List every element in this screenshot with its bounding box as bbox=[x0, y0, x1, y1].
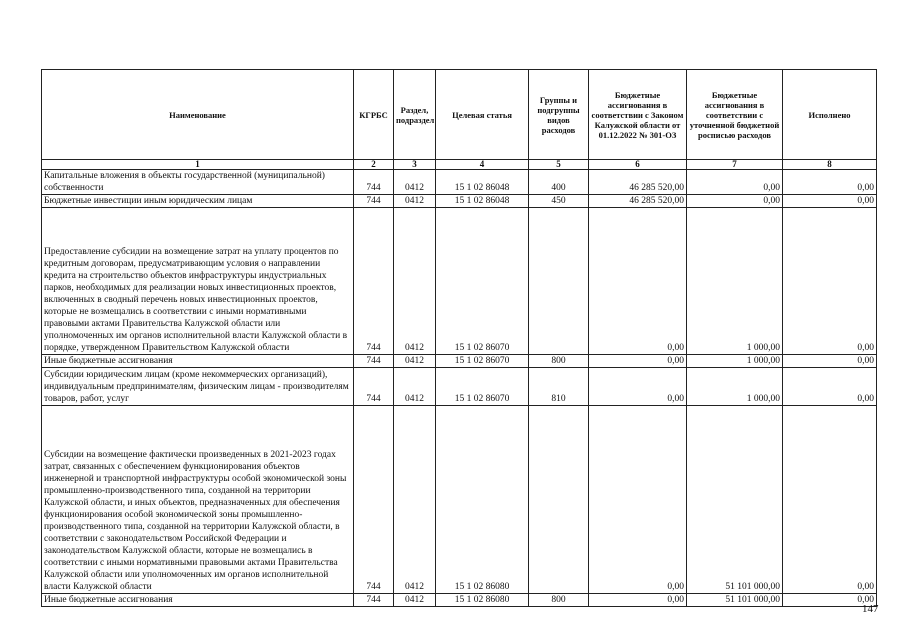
row-name: Субсидии юридическим лицам (кроме некоммерческих организаций), индивидуальным предпринимателям, физическим лицам - производителям товаров, работ, услуг bbox=[42, 368, 354, 406]
table-row bbox=[42, 195, 877, 208]
row-kgrbs: 744 bbox=[354, 368, 394, 406]
column-number: 7 bbox=[687, 160, 783, 170]
table-row bbox=[42, 208, 877, 355]
header-target: Целевая статья bbox=[436, 70, 529, 160]
header-row bbox=[42, 70, 877, 160]
row-law-amount: 46 285 520,00 bbox=[589, 195, 687, 208]
header-kgrbs: КГРБС bbox=[354, 70, 394, 160]
row-executed-amount: 0,00 bbox=[783, 195, 877, 208]
column-number: 1 bbox=[42, 160, 354, 170]
row-law-amount: 0,00 bbox=[589, 594, 687, 607]
row-executed-amount: 0,00 bbox=[783, 406, 877, 594]
column-number: 2 bbox=[354, 160, 394, 170]
row-section: 0412 bbox=[394, 406, 436, 594]
row-name: Иные бюджетные ассигнования bbox=[42, 594, 354, 607]
row-target: 15 1 02 86080 bbox=[436, 406, 529, 594]
row-executed-amount: 0,00 bbox=[783, 170, 877, 195]
row-law-amount: 0,00 bbox=[589, 406, 687, 594]
page-number: 147 bbox=[862, 603, 879, 615]
row-executed-amount: 0,00 bbox=[783, 208, 877, 355]
table-row bbox=[42, 406, 877, 594]
table-row bbox=[42, 170, 877, 195]
row-section: 0412 bbox=[394, 208, 436, 355]
row-group: 400 bbox=[529, 170, 589, 195]
row-refined-amount: 1 000,00 bbox=[687, 355, 783, 368]
row-name: Иные бюджетные ассигнования bbox=[42, 355, 354, 368]
row-refined-amount: 51 101 000,00 bbox=[687, 594, 783, 607]
row-target: 15 1 02 86080 bbox=[436, 594, 529, 607]
row-section: 0412 bbox=[394, 195, 436, 208]
header-name: Наименование bbox=[42, 70, 354, 160]
row-target: 15 1 02 86070 bbox=[436, 208, 529, 355]
header-law: Бюджетные ассигнования в соответствии с Законом Калужской области от 01.12.2022 № 301-ОЗ bbox=[589, 70, 687, 160]
row-executed-amount: 0,00 bbox=[783, 594, 877, 607]
row-target: 15 1 02 86048 bbox=[436, 170, 529, 195]
row-group bbox=[529, 406, 589, 594]
table-row bbox=[42, 594, 877, 607]
row-refined-amount: 1 000,00 bbox=[687, 368, 783, 406]
header-refined: Бюджетные ассигнования в соответствии с уточненной бюджетной росписью расходов bbox=[687, 70, 783, 160]
row-kgrbs: 744 bbox=[354, 195, 394, 208]
row-section: 0412 bbox=[394, 170, 436, 195]
row-executed-amount: 0,00 bbox=[783, 368, 877, 406]
row-section: 0412 bbox=[394, 355, 436, 368]
row-refined-amount: 0,00 bbox=[687, 170, 783, 195]
row-kgrbs: 744 bbox=[354, 170, 394, 195]
row-law-amount: 46 285 520,00 bbox=[589, 170, 687, 195]
row-refined-amount: 0,00 bbox=[687, 195, 783, 208]
row-refined-amount: 51 101 000,00 bbox=[687, 406, 783, 594]
header-executed: Исполнено bbox=[783, 70, 877, 160]
row-executed-amount: 0,00 bbox=[783, 355, 877, 368]
column-number-row bbox=[42, 160, 877, 170]
budget-table bbox=[41, 69, 877, 607]
row-name: Капитальные вложения в объекты государственной (муниципальной) собственности bbox=[42, 170, 354, 195]
column-number: 6 bbox=[589, 160, 687, 170]
row-group: 800 bbox=[529, 594, 589, 607]
table-row bbox=[42, 368, 877, 406]
row-law-amount: 0,00 bbox=[589, 368, 687, 406]
table-row bbox=[42, 355, 877, 368]
row-name: Бюджетные инвестиции иным юридическим лицам bbox=[42, 195, 354, 208]
column-number: 3 bbox=[394, 160, 436, 170]
column-number: 4 bbox=[436, 160, 529, 170]
row-group: 450 bbox=[529, 195, 589, 208]
row-target: 15 1 02 86048 bbox=[436, 195, 529, 208]
row-refined-amount: 1 000,00 bbox=[687, 208, 783, 355]
row-section: 0412 bbox=[394, 368, 436, 406]
column-number: 8 bbox=[783, 160, 877, 170]
row-group bbox=[529, 208, 589, 355]
row-target: 15 1 02 86070 bbox=[436, 368, 529, 406]
row-law-amount: 0,00 bbox=[589, 355, 687, 368]
row-kgrbs: 744 bbox=[354, 355, 394, 368]
row-kgrbs: 744 bbox=[354, 208, 394, 355]
row-kgrbs: 744 bbox=[354, 594, 394, 607]
column-number: 5 bbox=[529, 160, 589, 170]
row-section: 0412 bbox=[394, 594, 436, 607]
row-name: Предоставление субсидии на возмещение затрат на уплату процентов по кредитным договорам, предусматривающим условия о направлении кредита на строительство объектов инфраструктуры индустриальных парков, необходимых для реализации новых инвестиционных проектов, включенных в сводный перечень новых инвестиционных проектов, которые не возмещались в соответствии с иными нормативными правовыми актами Правительства Калужской области или уполномоченных им органов исполнительной власти Калужской области в порядке, утвержденном Правительством Калужской области bbox=[42, 208, 354, 355]
row-group: 800 bbox=[529, 355, 589, 368]
header-groups: Группы и подгруппы видов расходов bbox=[529, 70, 589, 160]
row-name: Субсидии на возмещение фактически произведенных в 2021-2023 годах затрат, связанных с обеспечением функционирования объектов инженерной и транспортной инфраструктуры особой экономической зоны промышленно-производственного типа, созданной на территории Калужской области, и иных объектов, предназначенных для обеспечения функционирования особой экономической зоны промышленно-производственного типа, созданной на территории Калужской области, в соответствии с законодательством Российской Федерации и законодательством Калужской области, которые не возмещались в соответствии с иными нормативными правовыми актами Правительства Калужской области или уполномоченных им органов исполнительной власти Калужской области bbox=[42, 406, 354, 594]
row-group: 810 bbox=[529, 368, 589, 406]
row-target: 15 1 02 86070 bbox=[436, 355, 529, 368]
row-kgrbs: 744 bbox=[354, 406, 394, 594]
header-section: Раздел, подраздел bbox=[394, 70, 436, 160]
row-law-amount: 0,00 bbox=[589, 208, 687, 355]
